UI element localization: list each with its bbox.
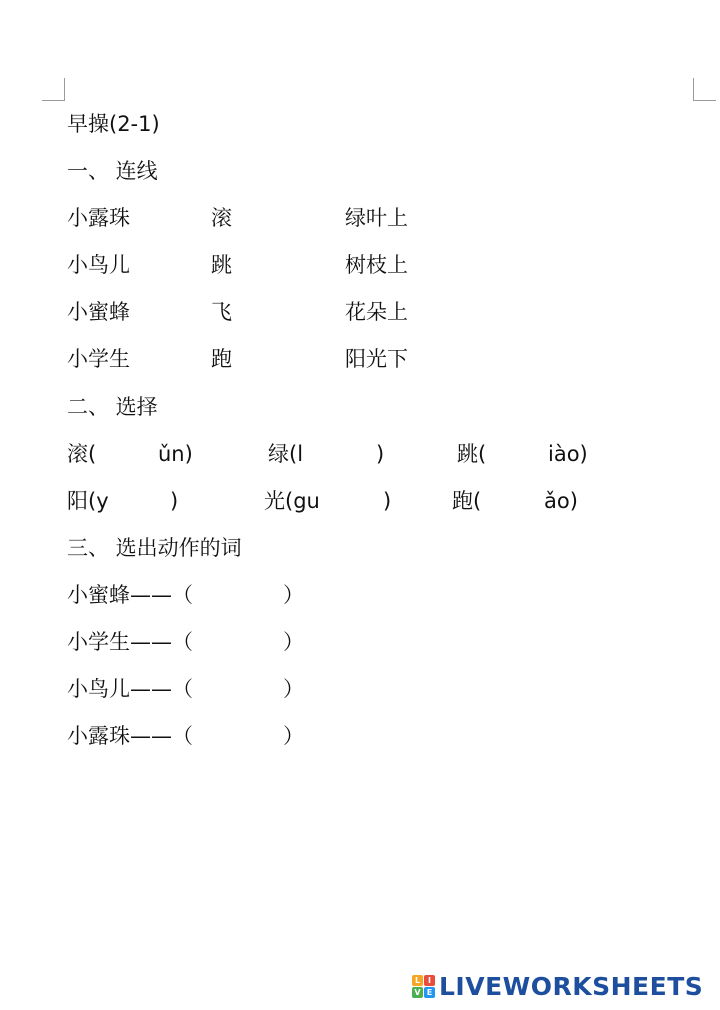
logo-badge-letter: L <box>412 975 423 986</box>
verb-question-label: 小鸟儿——（ <box>67 677 193 701</box>
pinyin-ending: iào) <box>548 442 588 466</box>
crop-mark-top-right <box>693 78 694 100</box>
match-subject[interactable]: 小鸟儿 <box>67 253 130 277</box>
pinyin-char-label: 光(gu <box>264 489 320 513</box>
section-3-heading: 三、 选出动作的词 <box>67 536 242 560</box>
verb-question-close: ） <box>283 724 304 748</box>
match-verb[interactable]: 飞 <box>211 300 232 324</box>
section-2-heading: 二、 选择 <box>67 395 158 419</box>
pinyin-char-label: 阳(y <box>67 489 109 513</box>
match-place[interactable]: 阳光下 <box>345 347 408 371</box>
verb-question-close: ） <box>283 583 304 607</box>
verb-question-close: ） <box>283 630 304 654</box>
pinyin-ending: ) <box>376 442 385 466</box>
pinyin-ending: ) <box>170 489 179 513</box>
verb-question-label: 小蜜蜂——（ <box>67 583 193 607</box>
match-place[interactable]: 树枝上 <box>345 253 408 277</box>
logo-badge-letter: E <box>424 987 435 998</box>
match-place[interactable]: 花朵上 <box>345 300 408 324</box>
pinyin-char-label: 跑( <box>452 489 482 513</box>
pinyin-char-label: 跳( <box>457 442 487 466</box>
match-verb[interactable]: 跑 <box>211 347 232 371</box>
crop-mark-top-left <box>42 100 65 101</box>
match-subject[interactable]: 小露珠 <box>67 206 130 230</box>
logo-text: LIVEWORKSHEETS <box>439 971 704 1001</box>
logo-badge-letter: I <box>424 975 435 986</box>
logo-badge-icon <box>412 975 435 998</box>
match-verb[interactable]: 跳 <box>211 253 232 277</box>
section-1-heading: 一、 连线 <box>67 159 158 183</box>
crop-mark-top-left <box>64 78 65 100</box>
verb-question-label: 小学生——（ <box>67 630 193 654</box>
match-place[interactable]: 绿叶上 <box>345 206 408 230</box>
liveworksheets-logo <box>412 970 703 1002</box>
match-verb[interactable]: 滚 <box>211 206 232 230</box>
verb-question-label: 小露珠——（ <box>67 724 193 748</box>
worksheet-title: 早操(2-1) <box>67 112 160 136</box>
logo-badge-letter: V <box>412 987 423 998</box>
pinyin-char-label: 滚( <box>67 442 97 466</box>
crop-mark-top-right <box>693 100 716 101</box>
pinyin-ending: ǎo) <box>544 489 578 513</box>
verb-question-close: ） <box>283 677 304 701</box>
match-subject[interactable]: 小蜜蜂 <box>67 300 130 324</box>
match-subject[interactable]: 小学生 <box>67 347 130 371</box>
pinyin-ending: ǔn) <box>158 442 193 466</box>
pinyin-ending: ) <box>383 489 392 513</box>
pinyin-char-label: 绿(l <box>268 442 304 466</box>
